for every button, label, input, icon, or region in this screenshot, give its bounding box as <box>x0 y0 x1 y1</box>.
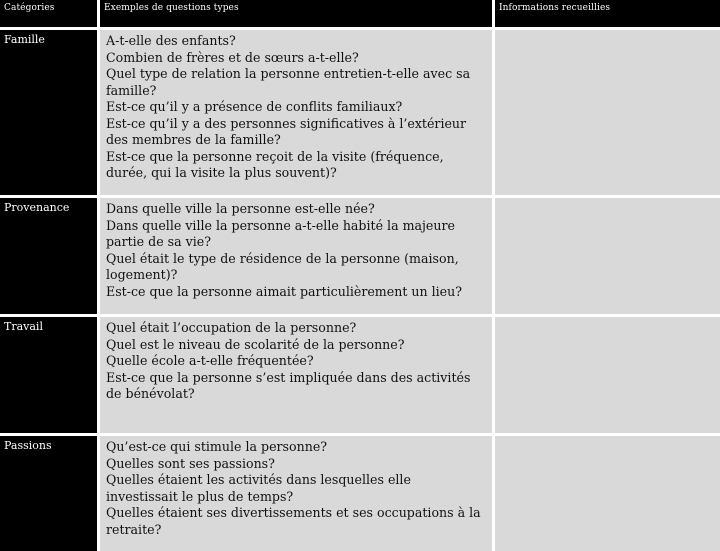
question-line: Est-ce que la personne aimait particulièrement un lieu? <box>106 283 462 299</box>
header-info: Informations recueillies <box>495 0 720 27</box>
question-line: Combien de frères et de sœurs a-t-elle? <box>106 49 359 65</box>
question-line: Quelles étaient ses divertissements et ses occupations à la retraite? <box>106 505 481 537</box>
header-examples: Exemples de questions types <box>100 0 492 27</box>
question-line: Est-ce qu’il y a présence de conflits familiaux? <box>106 99 403 114</box>
category-cell: Provenance <box>0 198 97 314</box>
question-line: Est-ce que la personne s’est impliquée dans des activités de bénévolat? <box>106 369 471 401</box>
question-line: Quelles étaient les activités dans lesquelles elle investissait le plus de temps? <box>106 472 411 504</box>
question-line: Quel type de relation la personne entretien-t-elle avec sa famille? <box>106 66 471 98</box>
question-line: Dans quelle ville la personne est-elle née? <box>106 201 375 216</box>
question-line: Quel était le type de résidence de la personne (maison, logement)? <box>106 250 459 282</box>
info-cell[interactable] <box>495 317 720 433</box>
questions-cell <box>100 30 492 195</box>
questions-cell <box>100 436 492 551</box>
info-cell[interactable] <box>495 198 720 314</box>
question-line: Quelle école a-t-elle fréquentée? <box>106 353 314 368</box>
question-line: A-t-elle des enfants? <box>106 33 236 48</box>
category-cell: Travail <box>0 317 97 433</box>
question-line: Est-ce qu’il y a des personnes significatives à l’extérieur des membres de la famille? <box>106 115 467 147</box>
question-line: Qu’est-ce qui stimule la personne? <box>106 439 328 454</box>
question-line: Quelles sont ses passions? <box>106 455 275 471</box>
questions-cell <box>100 317 492 433</box>
question-line: Quel était l’occupation de la personne? <box>106 320 357 335</box>
info-cell[interactable] <box>495 436 720 551</box>
question-line: Est-ce que la personne reçoit de la visite (fréquence, durée, qui la visite la plus souvent)? <box>106 148 444 180</box>
questions-cell <box>100 198 492 314</box>
header-categories: Catégories <box>0 0 97 27</box>
info-cell[interactable] <box>495 30 720 195</box>
category-cell: Passions <box>0 436 97 551</box>
question-line: Dans quelle ville la personne a-t-elle habité la majeure partie de sa vie? <box>106 217 455 249</box>
question-line: Quel est le niveau de scolarité de la personne? <box>106 336 405 352</box>
category-cell: Famille <box>0 30 97 195</box>
